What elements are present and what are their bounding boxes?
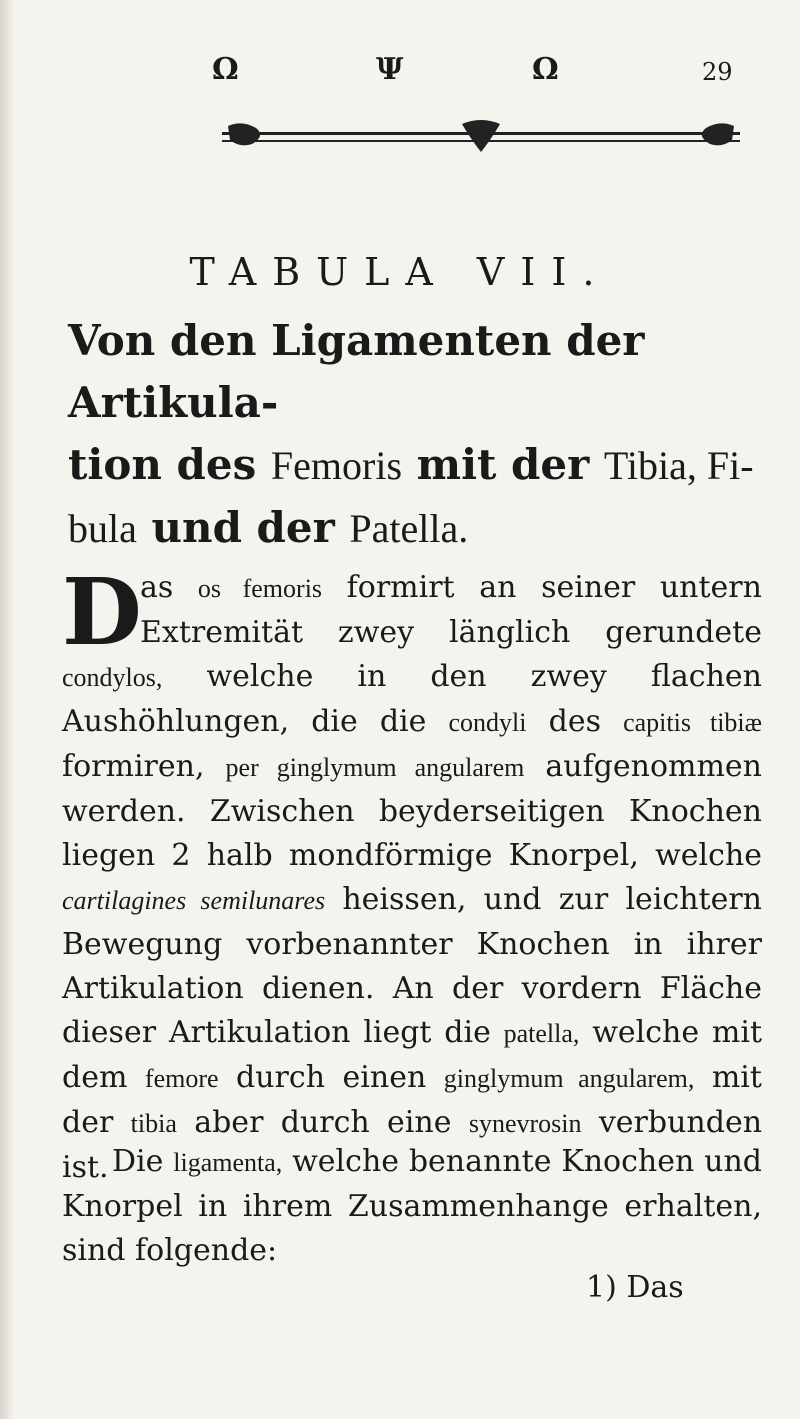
plate-heading: TABULA VII. (189, 250, 611, 294)
latin-term: tibia (130, 1109, 177, 1138)
latin-term: cartilagines semilunares (62, 886, 326, 915)
latin-term: condyli (448, 708, 527, 737)
text-run: des (548, 704, 601, 739)
text-run: verbunden ist. (62, 1105, 763, 1185)
drop-capital: D (62, 558, 142, 666)
title-latin-term: Tibia, Fi- (603, 443, 754, 488)
text-run: welche benannte Knochen und Knorpel in ihrem Zusammenhange erhalten, sind folgende: (62, 1144, 762, 1268)
latin-term: per ginglymum angularem (225, 753, 525, 782)
title-text: tion des (68, 440, 257, 489)
text-run: aufgenommen werden. Zwischen beyderseitigen Knochen liegen 2 halb mondförmige Knorpel, welche (62, 749, 762, 873)
ornamental-rule (222, 118, 740, 158)
title-line-1: Von den Ligamenten der Artikula- (68, 316, 645, 427)
text-run: aber durch eine (194, 1105, 452, 1140)
latin-term: synevrosin (468, 1109, 582, 1138)
text-run: as (140, 570, 174, 605)
signature-mark-middle: Ψ (376, 52, 406, 87)
latin-term: ligamenta, (173, 1148, 283, 1177)
catchword: 1) Das (586, 1270, 684, 1305)
title-latin-term: bula (68, 506, 137, 551)
text-run: formiren, (62, 749, 205, 784)
title-text: mit der (416, 440, 590, 489)
signature-mark-left: Ω (212, 52, 241, 87)
text-run: durch einen (236, 1060, 427, 1095)
page-edge-shadow (0, 0, 14, 1419)
text-run: welche mit dem (62, 1015, 763, 1095)
latin-term: ginglymum angularem, (443, 1064, 695, 1093)
latin-term: condylos, (62, 663, 163, 692)
latin-term: os femoris (197, 574, 323, 603)
text-run: Die (112, 1144, 164, 1179)
title-text: und der (151, 503, 335, 552)
text-run: heissen, und zur leichtern Bewegung vorbenannter Knochen in ihrer Artikulation dienen. An der vordern Fläche dieser Artikulation liegt die (62, 882, 762, 1050)
title-latin-term: Femoris (270, 443, 403, 488)
paragraph-1 (62, 558, 763, 1190)
paragraph-2 (62, 1140, 762, 1273)
signature-mark-right: Ω (532, 52, 561, 87)
page-number: 29 (702, 58, 733, 86)
latin-term: femore (144, 1064, 219, 1093)
text-run: formirt an seiner untern Extremität zwey länglich gerundete (140, 570, 762, 650)
latin-term: patella, (503, 1019, 580, 1048)
text-run: welche in den zwey flachen Aushöhlungen, die die (62, 659, 762, 739)
latin-term: capitis tibiæ (623, 708, 762, 737)
text-run: mit der (62, 1060, 762, 1140)
title-latin-term: Patella. (349, 506, 469, 551)
chapter-title (68, 310, 758, 560)
running-head (0, 52, 800, 92)
